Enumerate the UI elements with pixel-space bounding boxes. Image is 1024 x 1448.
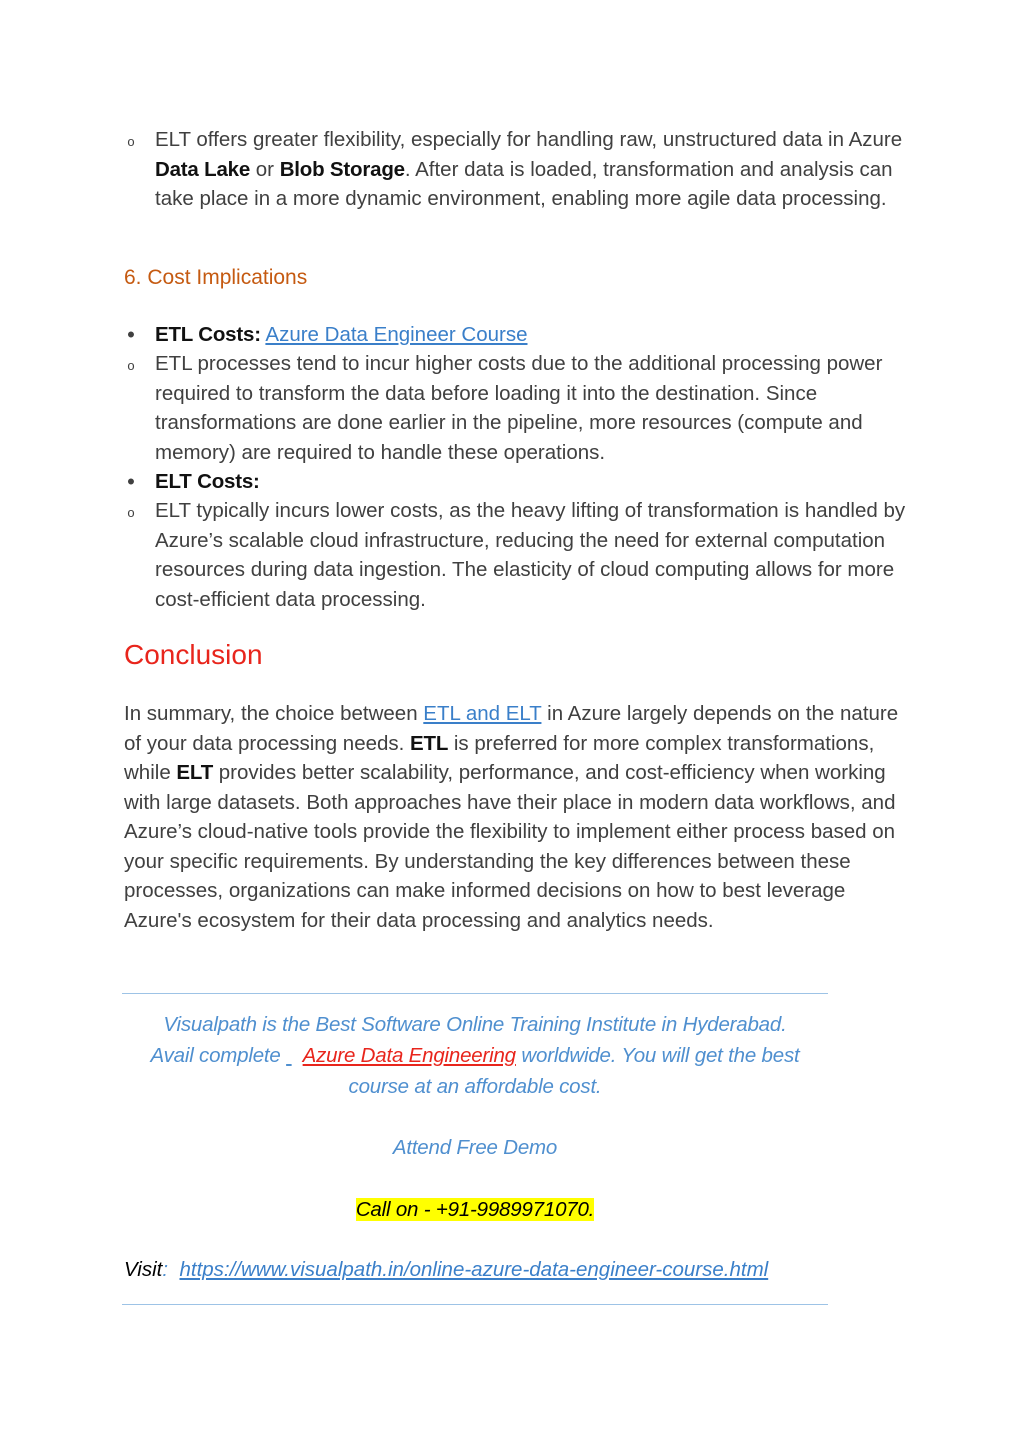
visit-line: Visit: https://www.visualpath.in/online-azure-data-engineer-course.html [124, 1258, 769, 1281]
etl-costs-detail: o ETL processes tend to incur higher costs due to the additional processing power required to transform the data before loading it into the destination. Since transformations are done earlier in the pipeline, more resources (compute and memory) are required to handle these operations. [124, 349, 914, 467]
etl-costs-label: ETL Costs: [155, 323, 261, 346]
promo-bottom-divider [122, 1304, 828, 1305]
phone-highlight: Call on - +91-9989971070. [355, 1198, 595, 1221]
sub-bullet-marker: o [127, 358, 135, 373]
promo-top-divider [122, 993, 828, 994]
sub-bullet-marker: o [127, 505, 135, 520]
etl-and-elt-link[interactable]: ETL and ELT [423, 702, 542, 725]
bullet-marker: • [127, 469, 135, 494]
call-on-line [122, 1194, 828, 1225]
elt-term: ELT [176, 761, 214, 784]
promo-text: Visualpath is the Best Software Online Training Institute in Hyderabad. Avail complete Azure Data Engineering worldwide. You will get the best course at an affordable cost. [122, 1009, 828, 1102]
conclusion-heading: Conclusion [124, 639, 263, 670]
visit-label: Visit [124, 1258, 163, 1281]
attend-free-demo: Attend Free Demo [392, 1136, 558, 1159]
conclusion-paragraph: In summary, the choice between ETL and ELT in Azure largely depends on the nature of your data processing needs. ETL is preferred for more complex transformations, while ELT provides better scalability, performance, and cost-efficiency when working with large datasets. Both approaches have their place in modern data workflows, and Azure’s cloud-native tools provide the flexibility to implement either process based on your specific requirements. By understanding the key differences between these processes, organizations can make informed decisions on how to best leverage Azure's ecosystem for their data processing and analytics needs. [124, 702, 899, 932]
blob-storage-term: Blob Storage [279, 157, 405, 181]
elt-costs-label: ELT Costs: [155, 470, 260, 493]
sub-bullet-marker: o [127, 134, 135, 149]
data-lake-term: Data Lake [155, 157, 251, 181]
elt-costs-detail: o ELT typically incurs lower costs, as the heavy lifting of transformation is handled by Azure’s scalable cloud infrastructure, reducing the need for external computation resources during data ingestion. The elasticity of cloud computing allows for more cost-efficient data processing. [124, 496, 914, 614]
azure-data-engineer-course-link[interactable]: Azure Data Engineer Course [265, 323, 528, 346]
etl-term: ETL [410, 731, 449, 755]
section-heading-cost-implications: 6. Cost Implications [124, 266, 308, 289]
etl-costs-bullet [124, 320, 914, 350]
elt-costs-bullet [124, 467, 914, 497]
bullet-marker: • [127, 322, 135, 347]
azure-data-engineering-link[interactable]: Azure Data Engineering [302, 1044, 516, 1067]
promo-line-institute: Visualpath is the Best Software Online Training Institute in Hyderabad. [163, 1013, 787, 1036]
visualpath-course-url-link[interactable]: https://www.visualpath.in/online-azure-data-engineer-course.html [179, 1258, 769, 1281]
elt-flexibility-item: o ELT offers greater flexibility, especially for handling raw, unstructured data in Azure Data Lake or Blob Storage. After data is loaded, transformation and analysis can take place in a more dynamic environment, enabling more agile data processing. [124, 125, 914, 214]
